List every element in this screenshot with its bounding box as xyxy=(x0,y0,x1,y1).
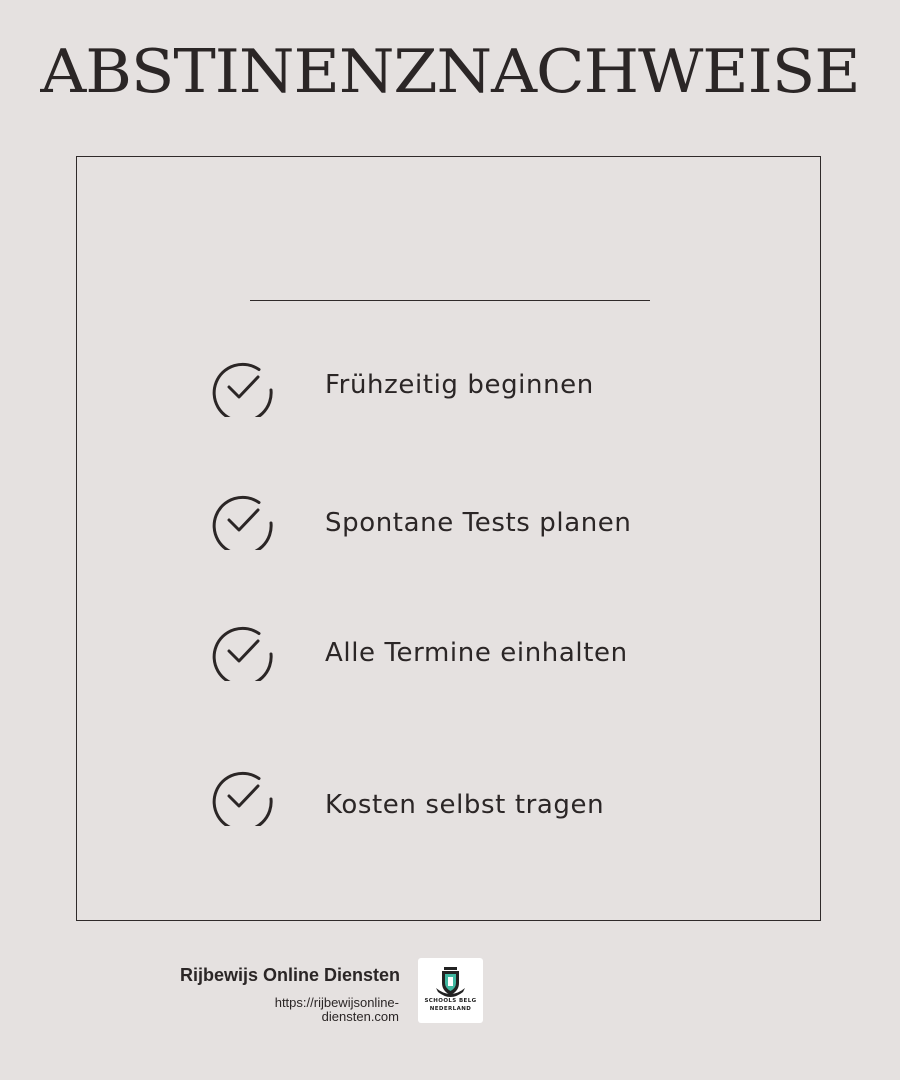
checklist-item-label: Alle Termine einhalten xyxy=(325,638,628,668)
checklist-item-label: Spontane Tests planen xyxy=(325,508,632,538)
page-title: ABSTINENZNACHWEISE xyxy=(40,37,860,107)
check-circle-icon xyxy=(212,488,274,550)
logo-text-line-2: NEDERLAND xyxy=(429,1006,472,1012)
school-crest-icon xyxy=(418,958,483,1023)
check-circle-icon xyxy=(212,764,274,826)
checklist-item xyxy=(212,764,712,828)
logo-text-line-1: SCHOOLS BELG xyxy=(424,998,477,1004)
checklist-item xyxy=(212,619,712,683)
check-circle-icon xyxy=(212,355,274,417)
checklist-item-label: Kosten selbst tragen xyxy=(325,790,605,820)
check-circle-icon xyxy=(212,619,274,681)
brand-name: Rijbewijs Online Diensten xyxy=(179,965,400,985)
checklist-item xyxy=(212,355,712,419)
brand-logo xyxy=(418,958,483,1023)
brand-url: https://rijbewijsonline-diensten.com xyxy=(274,995,399,1024)
checklist-item-label: Frühzeitig beginnen xyxy=(325,370,594,400)
panel-divider xyxy=(250,300,650,301)
checklist-item xyxy=(212,488,712,552)
